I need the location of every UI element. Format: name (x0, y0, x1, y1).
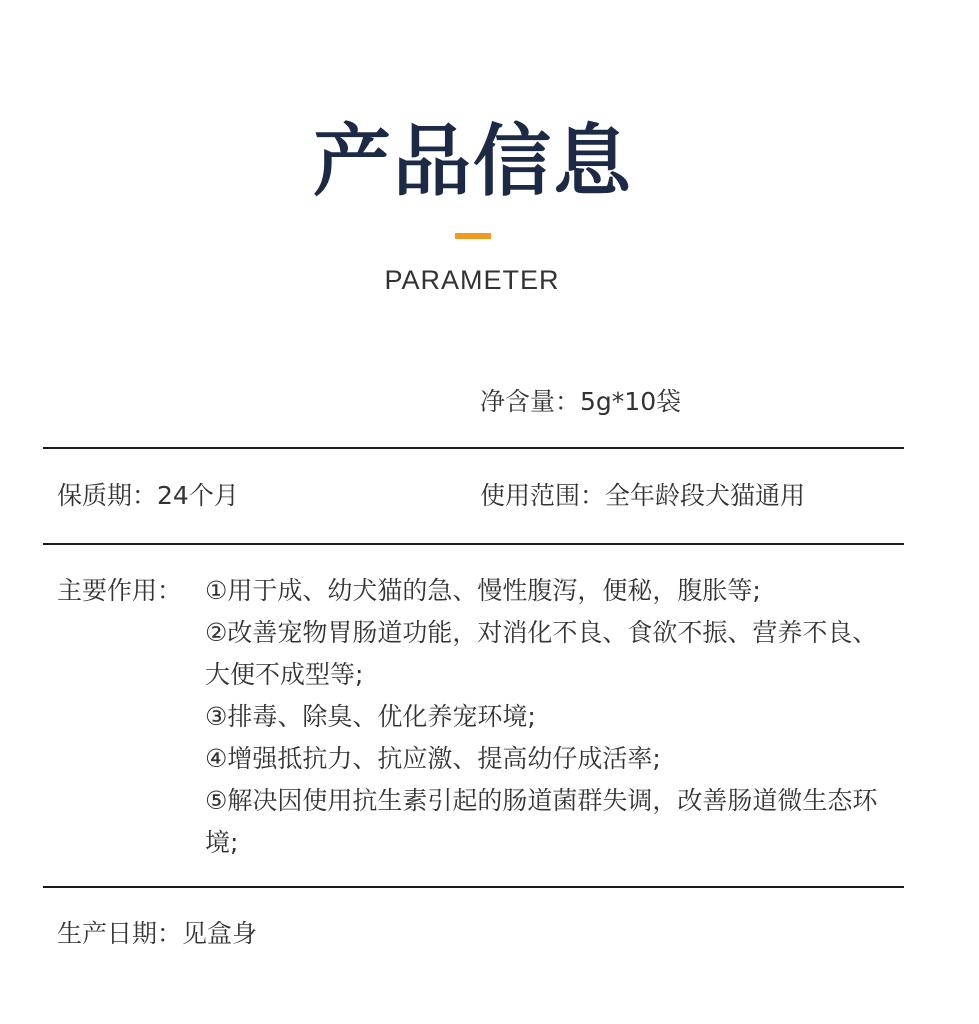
page-title: 产品信息 (312, 117, 633, 207)
shelf-life-row (57, 475, 239, 517)
divider-2 (43, 543, 904, 545)
usage-scope-row (480, 475, 805, 517)
divider-1 (43, 447, 904, 449)
effect-item: ③排毒、除臭、优化养宠环境; (205, 702, 536, 731)
title-accent-bar (455, 233, 491, 239)
shelf-life-value: 24个月 (157, 481, 239, 510)
usage-scope-value: 全年龄段犬猫通用 (605, 481, 806, 510)
net-content-label: 净含量： (480, 387, 581, 416)
effect-item: ①用于成、幼犬猫的急、慢性腹泻，便秘，腹胀等; (205, 576, 761, 605)
production-date-label: 生产日期： (57, 919, 183, 948)
main-effects-label: 主要作用： (57, 576, 183, 605)
divider-3 (43, 886, 904, 888)
net-content-row (480, 381, 681, 423)
shelf-life-label: 保质期： (57, 481, 158, 510)
usage-scope-label: 使用范围： (480, 481, 606, 510)
production-date-row (57, 913, 257, 955)
production-date-value: 见盒身 (182, 919, 258, 948)
net-content-value: 5g*10袋 (580, 387, 682, 416)
main-effects-list (205, 570, 897, 864)
effect-item: ②改善宠物胃肠道功能，对消化不良、食欲不振、营养不良、大便不成型等; (205, 618, 878, 689)
page-subtitle: PARAMETER (384, 265, 560, 295)
effect-item: ⑤解决因使用抗生素引起的肠道菌群失调，改善肠道微生态环境; (205, 786, 878, 857)
effect-item: ④增强抵抗力、抗应激、提高幼仔成活率; (205, 744, 661, 773)
